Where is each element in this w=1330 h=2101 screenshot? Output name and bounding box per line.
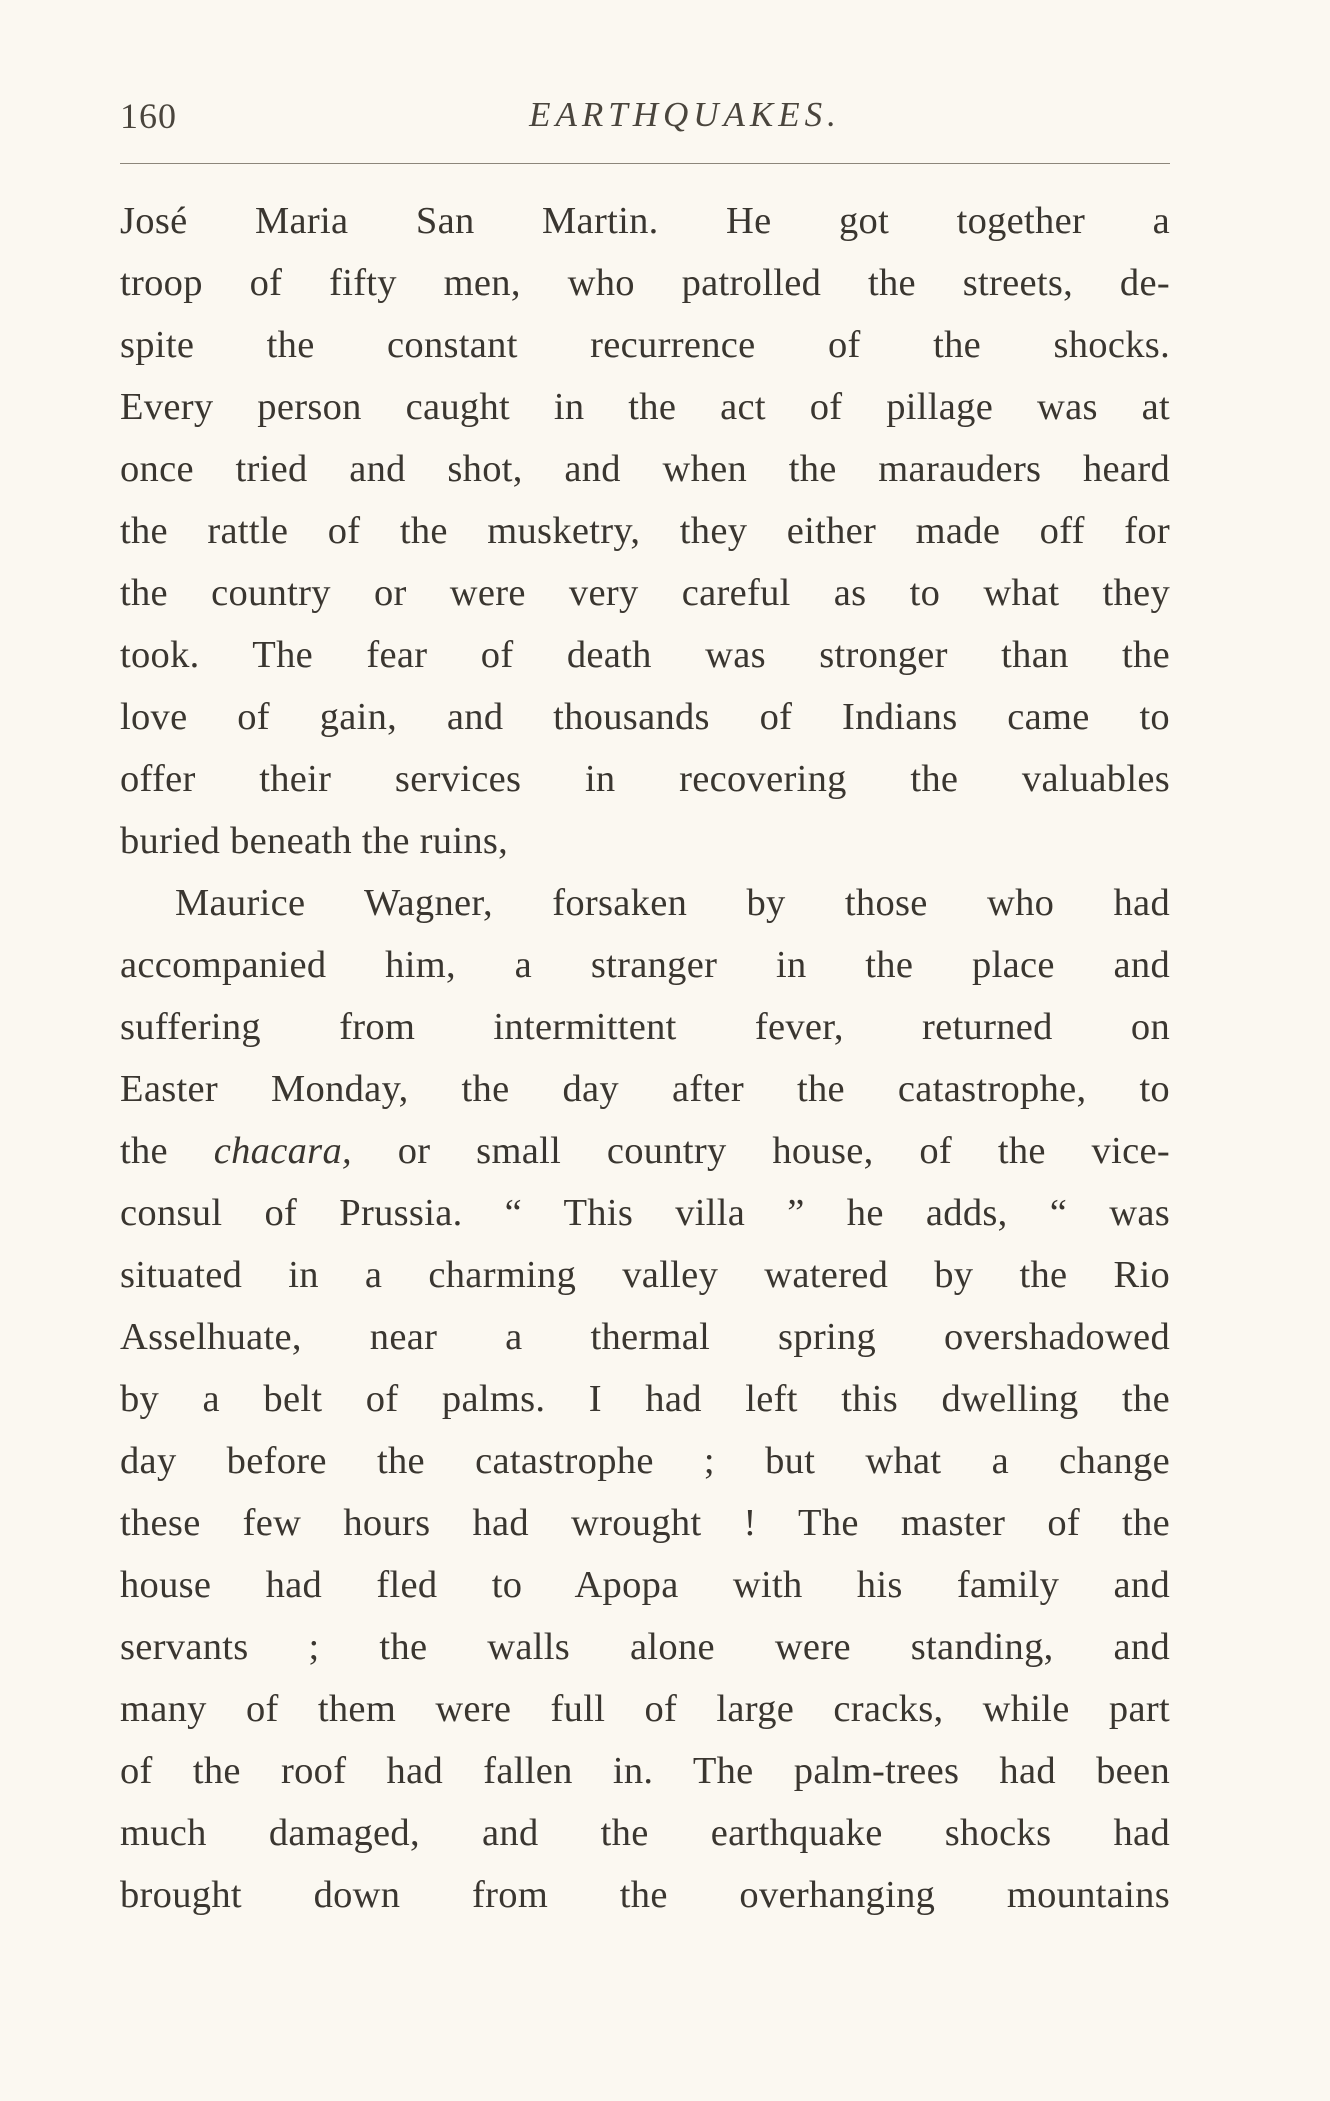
page-number: 160 bbox=[120, 96, 177, 136]
text-line: day before the catastrophe ; but what a change bbox=[120, 1440, 1170, 1482]
text-line: Every person caught in the act of pillage was at bbox=[120, 386, 1170, 428]
body-text bbox=[120, 190, 1170, 1926]
text-line: troop of fifty men, who patrolled the streets, de- bbox=[120, 262, 1170, 304]
text-line: the rattle of the musketry, they either made off for bbox=[120, 510, 1170, 552]
running-title: EARTHQUAKES. bbox=[529, 95, 841, 134]
text-line: took. The fear of death was stronger than the bbox=[120, 634, 1170, 676]
text-line: much damaged, and the earthquake shocks had bbox=[120, 1812, 1170, 1854]
text-line-with-italic bbox=[120, 1120, 1170, 1182]
text-line: consul of Prussia. “ This villa ” he adds, “ was bbox=[120, 1192, 1170, 1234]
text-line: brought down from the overhanging mountains bbox=[120, 1874, 1170, 1916]
text-line: Easter Monday, the day after the catastrophe, to bbox=[120, 1068, 1170, 1110]
text-line: the country or were very careful as to what they bbox=[120, 572, 1170, 614]
text-line: by a belt of palms. I had left this dwelling the bbox=[120, 1378, 1170, 1420]
text-line: suffering from intermittent fever, returned on bbox=[120, 1006, 1170, 1048]
text-line: offer their services in recovering the valuables bbox=[120, 758, 1170, 800]
text-line: servants ; the walls alone were standing, and bbox=[120, 1626, 1170, 1668]
text-line: spite the constant recurrence of the shocks. bbox=[120, 324, 1170, 366]
text-line: love of gain, and thousands of Indians came to bbox=[120, 696, 1170, 738]
text-line: house had fled to Apopa with his family and bbox=[120, 1564, 1170, 1606]
line-segment: the bbox=[120, 1130, 214, 1172]
line-segment: or small country house, of the vice- bbox=[351, 1130, 1170, 1172]
text-line: situated in a charming valley watered by the Rio bbox=[120, 1254, 1170, 1296]
running-head bbox=[120, 95, 1170, 145]
text-line: buried beneath the ruins, bbox=[120, 820, 509, 862]
text-line: Asselhuate, near a thermal spring overshadowed bbox=[120, 1316, 1170, 1358]
text-line: accompanied him, a stranger in the place and bbox=[120, 944, 1170, 986]
text-line: many of them were full of large cracks, while part bbox=[120, 1688, 1170, 1730]
text-line: of the roof had fallen in. The palm-trees had been bbox=[120, 1750, 1170, 1792]
text-line: these few hours had wrought ! The master of the bbox=[120, 1502, 1170, 1544]
text-line: once tried and shot, and when the marauders heard bbox=[120, 448, 1170, 490]
header-rule bbox=[120, 163, 1170, 164]
text-line: Maurice Wagner, forsaken by those who had bbox=[175, 882, 1170, 924]
italic-term: chacara, bbox=[213, 1130, 352, 1172]
text-line: José Maria San Martin. He got together a bbox=[120, 200, 1170, 242]
